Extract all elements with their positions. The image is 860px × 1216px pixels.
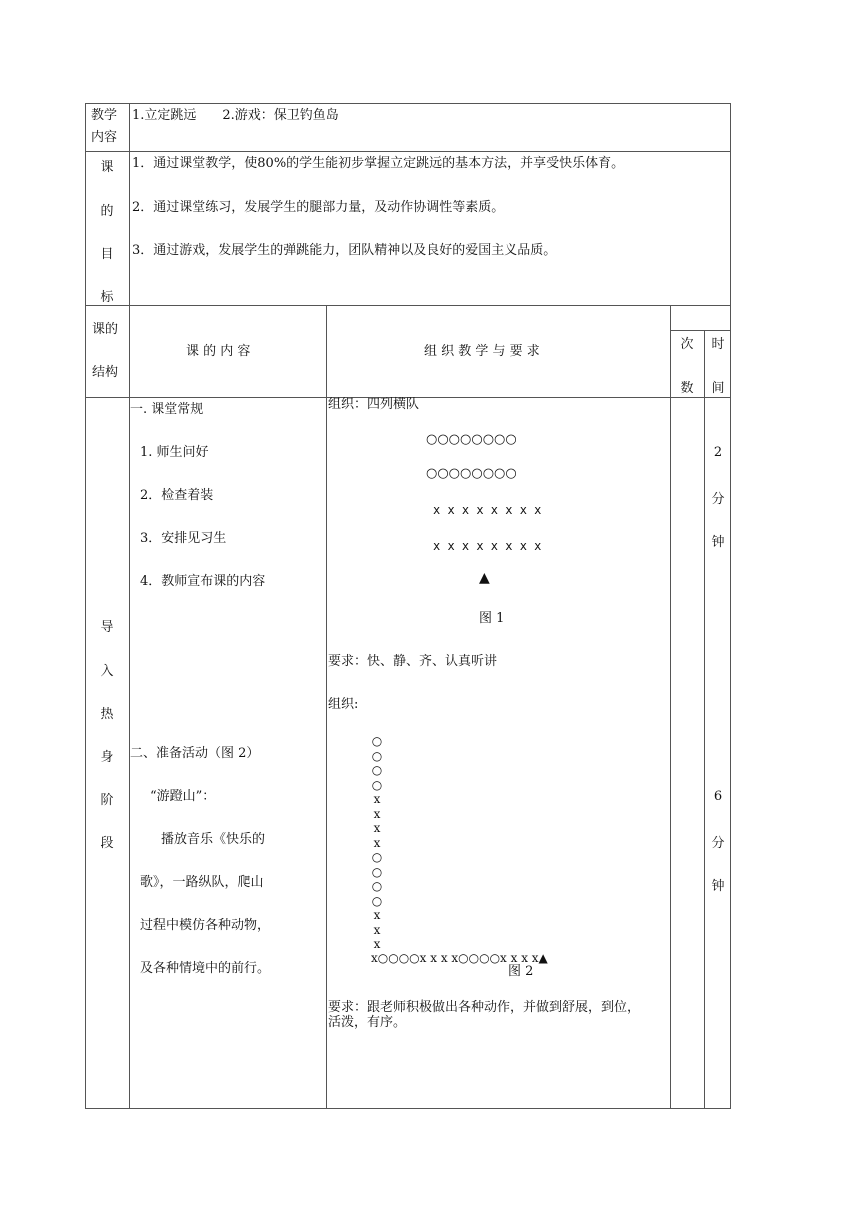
formation-mark: x: [373, 937, 381, 951]
stage-label-char: 导: [100, 620, 114, 635]
part1-item: 2．检查着装: [140, 488, 214, 503]
org2-title: 组织:: [328, 697, 359, 712]
goals-label-char: 课: [100, 160, 114, 175]
row1-label-line1: 教学: [91, 108, 118, 123]
goals-label-char: 标: [100, 290, 114, 305]
header-structure-line1: 课的: [92, 322, 119, 337]
stage-label-char: 阶: [100, 793, 114, 808]
part2-line: 过程中模仿各种动物，: [140, 918, 271, 933]
formation-mark: ○: [371, 893, 383, 908]
goals-label-char: 的: [100, 204, 114, 219]
formation-mark: ○: [371, 777, 383, 792]
part1-item: 4．教师宣布课的内容: [140, 574, 266, 589]
header-time-char: 间: [711, 381, 725, 396]
formation-mark: x: [373, 908, 381, 922]
goal-item: 1．通过课堂教学，使80%的学生能初步掌握立定跳远的基本方法，并享受快乐体育。: [132, 156, 625, 171]
org1-title: 组织：四列横队: [328, 397, 420, 412]
part2-line: 及各种情境中的前行。: [140, 961, 271, 976]
teacher-triangle-icon: ▲: [479, 570, 490, 586]
stage-label-char: 入: [100, 664, 114, 679]
formation-mark: ○: [371, 850, 383, 864]
formation-row-x: x x x x x x x x: [433, 539, 542, 553]
formation-mark: ○: [371, 748, 383, 763]
formation-bottom-row: x○○○○x x x x○○○○x x x x▲: [371, 951, 548, 965]
formation-mark: ○: [371, 734, 383, 748]
stage-label-char: 段: [100, 836, 114, 851]
formation-mark: ○: [371, 879, 383, 893]
time1-char: 钟: [711, 535, 725, 550]
formation-mark: x: [373, 835, 381, 850]
goal-item: 2．通过课堂练习，发展学生的腿部力量，及动作协调性等素质。: [132, 200, 505, 215]
formation-mark: x: [373, 922, 381, 937]
time2-char: 分: [711, 836, 725, 851]
formation-mark: x: [373, 792, 381, 806]
time2-char: 钟: [711, 879, 725, 894]
part2-line: 歌》，一路纵队，爬山: [140, 875, 264, 890]
header-count-char: 数: [680, 381, 694, 396]
row1-content: 1.立定跳远 2.游戏：保卫钓鱼岛: [132, 108, 339, 123]
org1-requirement: 要求：快、静、齐、认真听讲: [328, 654, 498, 669]
part2-line: “游蹬山”：: [150, 789, 216, 804]
part1-title: 一. 课堂常规: [130, 402, 204, 417]
part1-item: 1. 师生问好: [140, 445, 209, 460]
time1-char: 分: [711, 492, 725, 507]
formation-mark: x: [373, 806, 381, 821]
time2-char: 6: [713, 789, 723, 804]
formation-mark: x: [373, 821, 381, 835]
formation-row-circles: ○○○○○○○○: [426, 466, 517, 481]
part2-line: 播放音乐《快乐的: [161, 832, 266, 847]
goal-item: 3．通过游戏，发展学生的弹跳能力，团队精神以及良好的爱国主义品质。: [132, 243, 557, 258]
row1-label-line2: 内容: [91, 130, 118, 145]
time1-char: 2: [713, 445, 723, 460]
header-structure-line2: 结构: [92, 365, 119, 380]
header-organization: 组 织 教 学 与 要 求: [424, 344, 540, 359]
formation-row-circles: ○○○○○○○○: [426, 432, 517, 447]
figure2-caption: 图 2: [508, 964, 534, 979]
header-time-char: 时: [711, 337, 725, 352]
header-count-char: 次: [680, 337, 694, 352]
org2-requirement-line1: 要求：跟老师积极做出各种动作，并做到舒展，到位，: [328, 1000, 641, 1015]
formation-row-x: x x x x x x x x: [433, 503, 542, 517]
stage-label-char: 身: [100, 750, 114, 765]
part1-item: 3．安排见习生: [140, 531, 227, 546]
goals-label-char: 目: [100, 247, 114, 262]
header-content: 课 的 内 容: [186, 344, 251, 359]
org2-requirement-line2: 活泼，有序。: [328, 1015, 407, 1030]
stage-label-char: 热: [100, 707, 114, 722]
part2-title: 二、准备活动（图 2）: [130, 746, 260, 761]
figure1-caption: 图 1: [479, 611, 505, 626]
formation-mark: ○: [371, 864, 383, 879]
formation-mark: ○: [371, 763, 383, 777]
